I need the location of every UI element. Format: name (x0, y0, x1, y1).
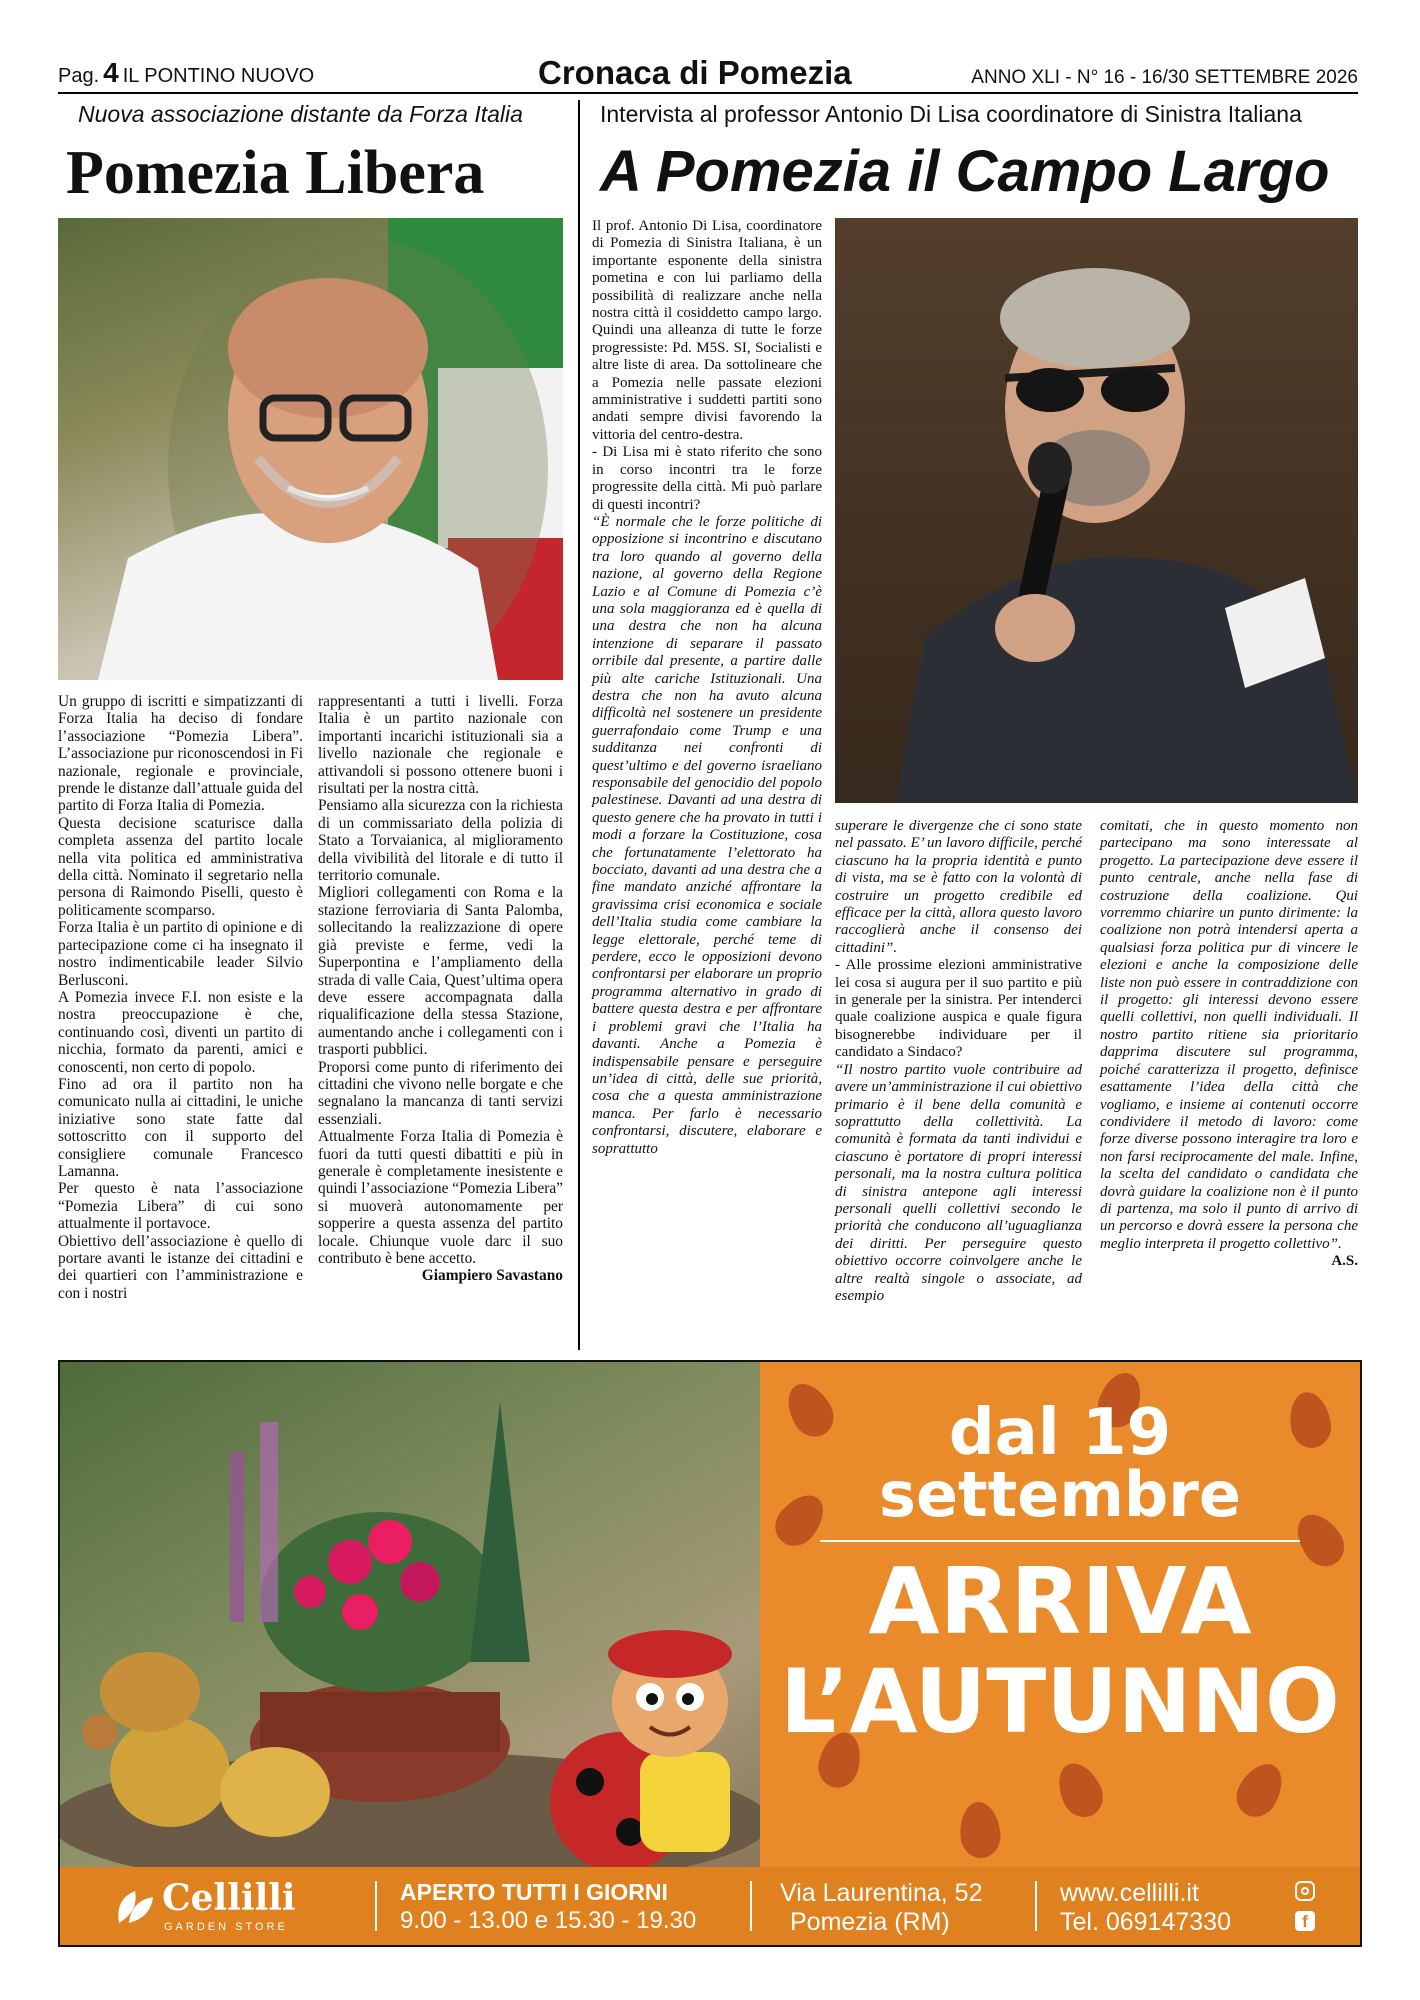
paragraph: A Pomezia invece F.I. non esiste e la nostra preoccupazione è che, continuando così, diventi un partito di nicchia, formato da parenti, amici e conoscenti, non certo di popolo. (58, 988, 303, 1076)
left-headline: Pomezia Libera (66, 139, 485, 207)
photo-man-microphone (835, 218, 1358, 803)
right-headline: A Pomezia il Campo Largo (600, 139, 1330, 204)
paragraph: Per questo è nata l’associazione “Pomezia Libera” di cui sono attualmente il portavoce. (58, 1180, 303, 1233)
paragraph: Il prof. Antonio Di Lisa, coordinatore di Pomezia di Sinistra Italiana, è un importante esponente della sinistra pometina e con lui parliamo della possibilità di realizzare anche nella nostra città il cosiddetto campo largo. Quindi una alleanza di tutte le forze progressiste: Pd. M5S. SI, Socialisti e altre liste di area. Da sottolineare che a Pomezia nelle passate elezioni amministrative i suddetti partiti sono andati sempre divisi favorendo la vittoria del centro-destra. (592, 218, 822, 443)
leaf-logo-icon (115, 1889, 155, 1925)
paragraph: Forza Italia è un partito di opinione e di partecipazione come ci ha insegnato il nostro indimenticabile leader Silvio Berlusconi. (58, 919, 303, 989)
ad-date-line1: dal 19 (948, 1396, 1172, 1470)
left-signature: Giampiero Savastano (421, 1267, 563, 1285)
page-label-text: Pag. (58, 65, 100, 87)
facebook-icon[interactable]: f (1295, 1911, 1315, 1931)
divider (375, 1881, 377, 1931)
paragraph: “È normale che le forze politiche di opposizione si incontrino e discutano tra loro quando al governo della nazione, al governo della Regione Lazio e al Comune di Pomezia c’è una sola maggioranza ed è quella di una destra che non ha alcuna intenzione di separare il passato orribile dal presente, a partire dalle più alte cariche Istituzionali. Una destra che non ha avuto alcuna difficoltà nel sostenere un presidente guerrafondaio come Trump e una sudditanza nei confronti di quest’ultimo e del governo israeliano responsabile del genocidio del popolo palestinese. Davanti ad una destra di questo genere che ha provato in tutti i modi a forzare la Costituzione, cosa che fortunatamente l’elettorato ha bocciato, davanti ad una destra che a fine mandato anziché affrontare la gravissima crisi economica e sociale dell’Italia studia come cambiare la legge elettorale, perché teme di perdere, ecco le opposizioni devono confrontarsi per elaborare un proprio programma alternativo in grado di battere questa destra e per affrontare i problemi gravi che l’Italia ha davanti. Anche a Pomezia è indispensabile pensare e perseguire un’idea di città, delle sue priorità, cosa che a questa amministrazione manca. Per farlo è necessario confrontarsi, discutere, elaborare e soprattutto (592, 513, 822, 1157)
paragraph: Fino ad ora il partito non ha comunicato nulla ai cittadini, le uniche iniziative sono state fatte dal sottoscritto con il supporto del consigliere comunale Francesco Lamanna. (58, 1075, 303, 1180)
paragraph: - Di Lisa mi è stato riferito che sono in corso incontri tra le forze progressite della città. Mi può parlare di questi incontri? (592, 444, 822, 513)
divider (1035, 1881, 1037, 1931)
instagram-icon[interactable] (1295, 1881, 1315, 1901)
paragraph: “Il nostro partito vuole contribuire ad avere un’amministrazione il cui obiettivo primario è il bene della comunità e soprattutto della collettività. La comunità è formata da tanti individui e ciascuno è portatore di propri interessi personali, ma la nostra cultura politica di sinistra antepone agli interessi personali quelli collettivi secondo le priorità che conducono all’uguaglianza dei diritti. Per perseguire questo obiettivo occorre coinvolgere anche le altre realtà singole o associate, ad esempio (835, 1061, 1082, 1304)
ad-headline-line2: L’AUTUNNO (780, 1650, 1340, 1753)
paragraph: Un gruppo di iscritti e simpatizzanti di Forza Italia ha deciso di fondare l’associazione “Pomezia Libera”. L’associazione pur riconoscendosi in Fi nazionale, regionale e provinciale, prende le distanze dall’attuale guida del partito di Forza Italia di Pomezia. (58, 693, 303, 815)
photo-illustration (835, 218, 1358, 803)
paragraph: Attualmente Forza Italia di Pomezia è fuori da tutti questi dibattiti e più in generale è completamente inesistente e quindi l’associazione “Pomezia Libera” si muoverà autonomamente per sopperire a questa assenza del partito locale. Chiunque vuole darc il suo contributo è bene accetto. (318, 1128, 563, 1267)
photo-man-smiling (58, 218, 563, 680)
ad-brand: Cellilli (162, 1877, 296, 1919)
ad-address1: Via Laurentina, 52 (780, 1879, 983, 1907)
masthead (58, 56, 1358, 94)
photo-illustration (58, 218, 563, 680)
left-article-col2 (318, 693, 563, 1285)
left-article-col1 (58, 693, 303, 1302)
paragraph: rappresentanti a tutti i livelli. Forza Italia è un partito nazionale con importanti incarichi istituzionali sia a livello nazionale che regionale e attivandoli si possono ottenere buoni i risultati per la nostra città. (318, 693, 563, 798)
leaf-icon (958, 1800, 1003, 1859)
paragraph: Obiettivo dell’associazione è quello di portare avanti le istanze dei cittadini e dei quartieri con l’amministrazione e con i nostri (58, 1232, 303, 1302)
column-divider (578, 100, 580, 1350)
ad-hours: 9.00 - 13.00 e 15.30 - 19.30 (400, 1907, 697, 1934)
paragraph: superare le divergenze che ci sono state nel passato. E’ un lavoro difficile, perché ciascuno ha la propria identità e punto di vista, ma se è fatto con la volontà di costruire un progetto credibile ed efficace per la città, allora questo lavoro raccoglierà anche il consenso dei cittadini”. (835, 818, 1082, 956)
paragraph: Questa decisione scaturisce dalla completa assenza del partito locale nella vita politica ed amministrativa della città. Nominato il segretario nella persona di Raimondo Piselli, questo è politicamente scomparso. (58, 814, 303, 919)
issue-info: ANNO XLI - N° 16 - 16/30 SETTEMBRE 2026 (971, 67, 1358, 88)
right-article-col3 (1100, 818, 1358, 1271)
ad-headline-line1: ARRIVA (868, 1548, 1252, 1655)
page-number: 4 (103, 57, 119, 88)
ad-footer (60, 1867, 1360, 1945)
leaf-icon (1229, 1756, 1292, 1824)
ad-rule (820, 1540, 1300, 1542)
page-label (58, 57, 314, 89)
paragraph: Proporsi come punto di riferimento dei cittadini che vivono nelle borgate e che segnalano la mancanza di tanti servizi essenziali. (318, 1058, 563, 1128)
ad-phone[interactable]: Tel. 069147330 (1060, 1908, 1231, 1936)
right-article-col1 (592, 218, 822, 1158)
left-kicker: Nuova associazione distante da Forza Italia (78, 101, 523, 127)
paragraph: Pensiamo alla sicurezza con la richiesta di un commissariato della polizia di Stato a Torvaianica, al miglioramento della vivibilità del litorale e di tutto il territorio comunale. (318, 797, 563, 885)
leaf-icon (1050, 1756, 1110, 1824)
paragraph: comitati, che in questo momento non partecipano ma sono interessate al progetto. La partecipazione deve essere il punto centrale, anche nella fase di costruzione della coalizione. Qui vorremmo chiarire un punto dirimente: la coalizione non potrà intendersi aperta a qualsiasi forza politica pur di vincere le elezioni e anche la composizione delle liste non può essere in contraddizione con il progetto: gli interessi devono essere quelli collettivi, non quelli individuali. Il nostro partito ritiene sia prioritario dapprima discutere sul programma, poiché caratterizza il progetto, definisce esattamente l’idea della città che vogliamo, e insieme ai contenuti occorre condividere il metodo di lavoro: come forze diverse possono interagire tra loro e non farsi reciprocamente del male. Infine, la scelta del candidato o candidata che dovrà guidare la coalizione non è il punto di partenza, ma solo il punto di arrivo di un percorso e dovrà essere la persona che meglio interpreta il progetto collettivo”. (1100, 818, 1358, 1252)
right-article-col2 (835, 818, 1082, 1305)
ad-date-line2: settembre (879, 1458, 1241, 1531)
advertisement[interactable] (58, 1360, 1362, 1947)
ad-website[interactable]: www.cellilli.it (1060, 1879, 1199, 1907)
ad-brand-sub: GARDEN STORE (164, 1921, 288, 1933)
paragraph: - Alle prossime elezioni amministrative lei cosa si augura per il suo partito e più in generale per la sinistra. Per intenderci quale coalizione auspica e quale figura bisognerebbe individuare per il candidato a Sindaco? (835, 957, 1082, 1061)
paragraph: Migliori collegamenti con Roma e la stazione ferroviaria di Santa Palomba, sollecitando la realizzazione di opere già previste e ferme, vedi la Superpontina e l’ampliamento della strada di valle Caia, Quest’ultima opera deve essere accompagnata dalla riqualificazione della stessa Stazione, aumentando anche i collegamenti con i trasporti pubblici. (318, 884, 563, 1059)
ad-hours-title: APERTO TUTTI I GIORNI (400, 1879, 668, 1905)
divider (750, 1881, 752, 1931)
ad-address2: Pomezia (RM) (790, 1908, 950, 1936)
paper-name: IL PONTINO NUOVO (122, 65, 315, 87)
section-title: Cronaca di Pomezia (538, 54, 852, 91)
ladybug-mascot-icon (530, 1602, 770, 1867)
right-signature: A.S. (1331, 1253, 1358, 1270)
right-kicker: Intervista al professor Antonio Di Lisa coordinatore di Sinistra Italiana (600, 101, 1302, 127)
